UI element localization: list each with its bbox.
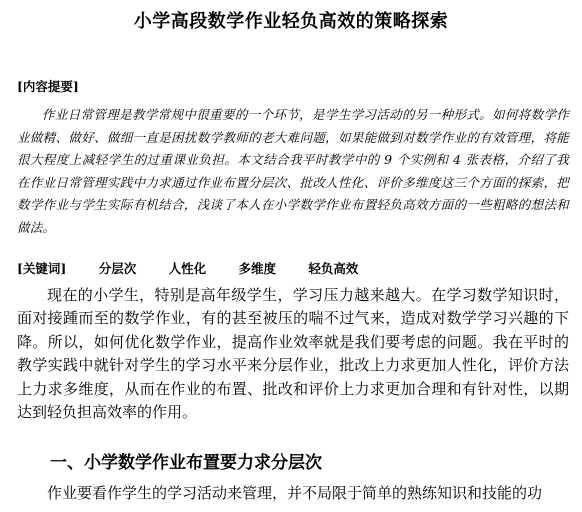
keywords-label: [关键词] xyxy=(17,261,67,276)
section-paragraph: 作业要看作学生的学习活动来管理，并不局限于简单的熟练知识和技能的功 xyxy=(47,484,543,502)
keyword-item: 多维度 xyxy=(238,261,276,276)
keyword-item: 轻负高效 xyxy=(308,261,359,276)
abstract-label: [内容提要] xyxy=(17,79,79,94)
keyword-item: 分层次 xyxy=(98,261,137,276)
keyword-item: 人性化 xyxy=(168,261,207,276)
keywords-line xyxy=(17,258,569,280)
document-title: 小学高段数学作业轻负高效的策略探索 xyxy=(133,11,449,32)
intro-paragraph: 现在的小学生，特别是高年级学生，学习压力越来越大。在学习数学知识时，面对接踵而至的数学作业，有的甚至被压的喘不过气来，造成对数学学习兴趣的下降。所以，如何优化数学作业，提高作业效率就是我们要考虑的问题。我在平时的教学实践中就针对学生的学习水平来分层作业，批改上力求更加人性化，评价方法上力求多维度，从而在作业的布置、批改和评价上力求更加合理和有针对性，以期达到轻负担高效率的作用。 xyxy=(17,286,569,422)
abstract-text: 作业日常管理是教学常规中很重要的一个环节，是学生学习活动的另一种形式。如何将数学作业做精、做好、做细一直是困扰数学教师的老大难问题，如果能做到对数学作业的有效管理，将能很大程度上减轻学生的过重课业负担。本文结合我平时教学中的 9 个实例和 4 张表格，介绍了我在作业日常管理实践中力求通过作业布置分层次、批改人性化、评价多维度这三个方面的探索，把数学作业与学生实际有机结合，浅谈了本人在小学数学作业布置轻负高效方面的一些粗略的想法和做法。 xyxy=(17,107,569,235)
section-heading: 一、小学数学作业布置要力求分层次 xyxy=(50,453,322,473)
